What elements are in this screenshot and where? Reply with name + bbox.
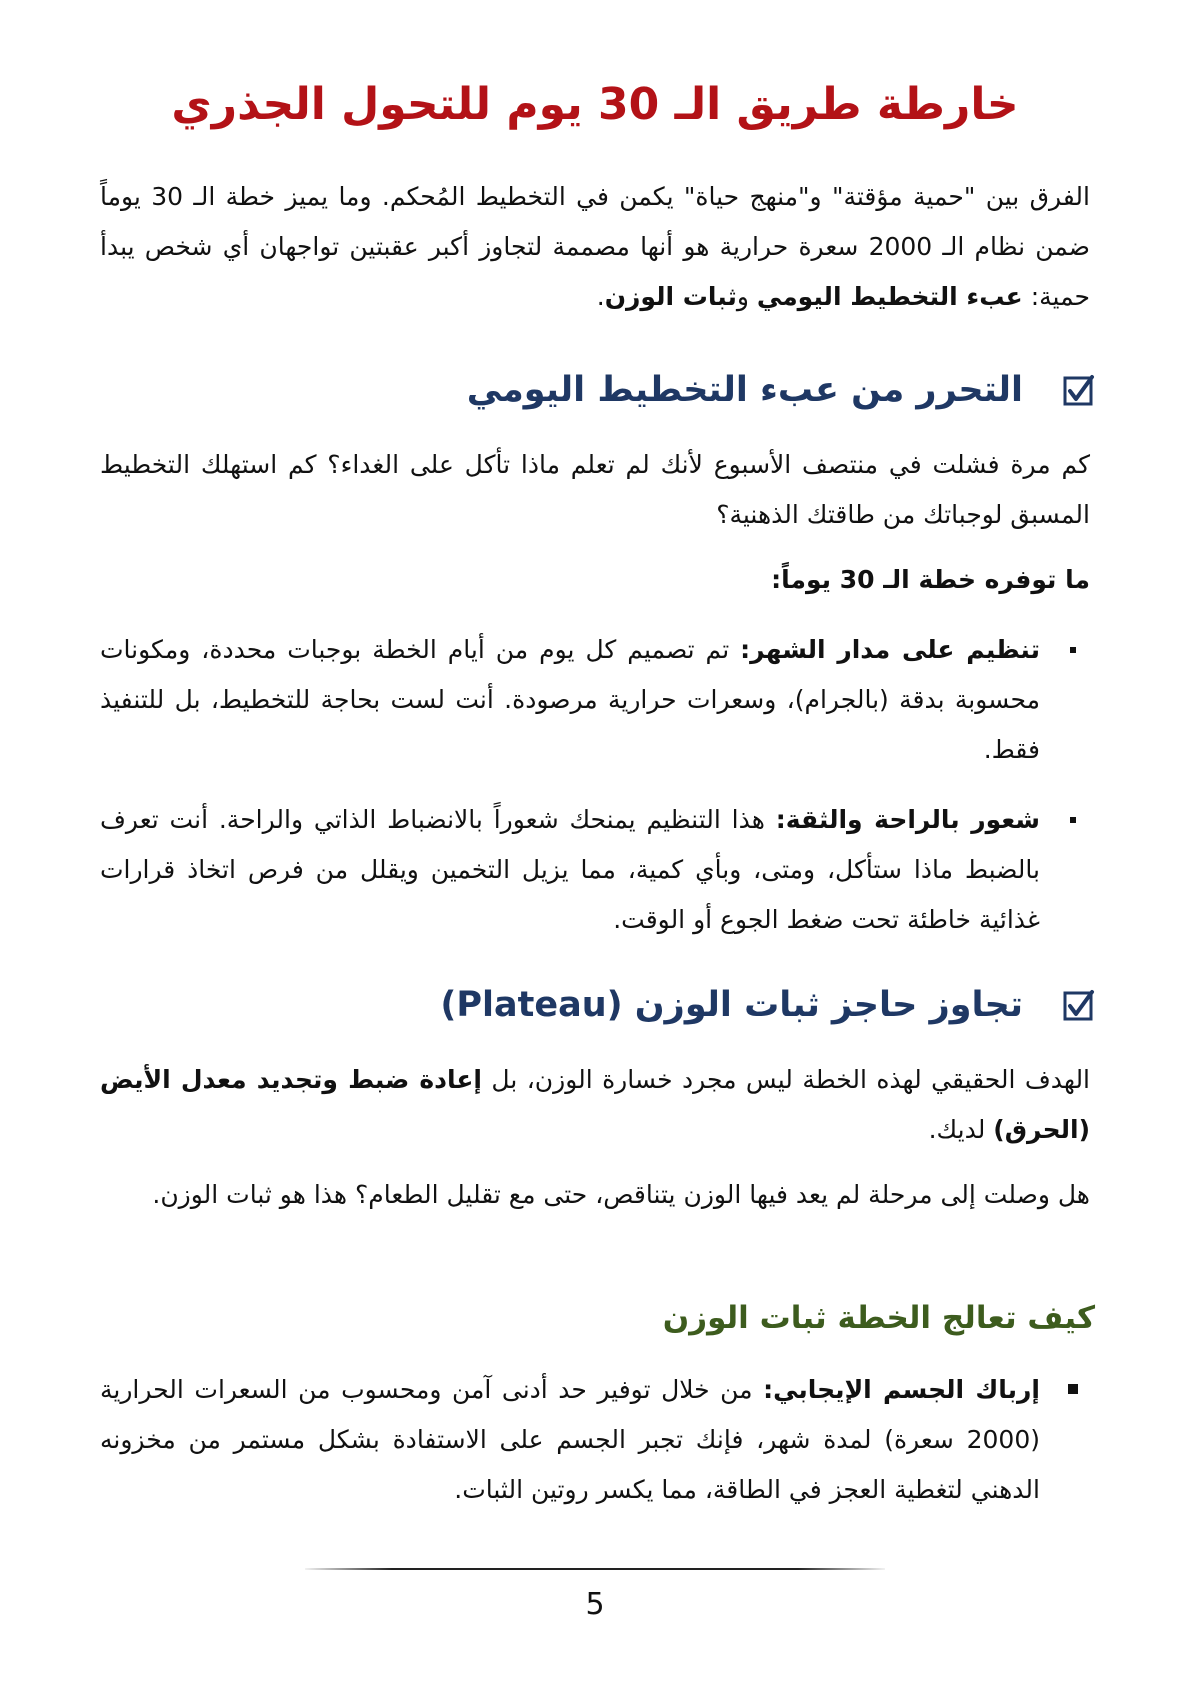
list-item xyxy=(100,625,1100,775)
intro-paragraph xyxy=(100,172,1090,322)
paragraph-end: لديك. xyxy=(928,1115,994,1144)
page-title: خارطة طريق الـ 30 يوم للتحول الجذري xyxy=(171,79,1019,130)
page-number: 5 xyxy=(585,1587,605,1622)
paragraph-text: الهدف الحقيقي لهذه الخطة ليس مجرد خسارة الوزن، بل xyxy=(482,1065,1091,1094)
section-2-paragraph-2: هل وصلت إلى مرحلة لم يعد فيها الوزن يتناقص، حتى مع تقليل الطعام؟ هذا هو ثبات الوزن. xyxy=(152,1180,1090,1209)
bullet-text: من خلال توفير حد أدنى آمن ومحسوب من السعرات الحرارية (2000 سعرة) لمدة شهر، فإنك تجبر الجسم على الاستفادة بشكل مستمر من مخزونه الدهني لتغطية العجز في الطاقة، مما يكسر روتين الثبات. xyxy=(100,1375,1040,1504)
bullet-icon xyxy=(1040,625,1100,775)
section-heading-daily-planning xyxy=(100,360,1095,420)
checkbox-checked-icon xyxy=(1063,989,1095,1021)
section-heading-plateau xyxy=(100,975,1095,1035)
intro-end: . xyxy=(596,282,605,311)
paragraph-bold: إعادة ضبط وتجديد معدل الأيض (الحرق) xyxy=(100,1065,1090,1144)
checkbox-checked-icon xyxy=(1063,374,1095,406)
bullet-label: تنظيم على مدار الشهر: xyxy=(740,635,1041,664)
bullet-icon xyxy=(1040,1365,1100,1515)
sub-heading: كيف تعالج الخطة ثبات الوزن xyxy=(662,1300,1095,1336)
intro-bold-daily-planning: عبء التخطيط اليومي xyxy=(756,282,1023,311)
bullet-icon xyxy=(1040,795,1100,945)
intro-joiner: و xyxy=(736,282,757,311)
intro-bold-weight-plateau: ثبات الوزن xyxy=(604,282,737,311)
list-item xyxy=(100,1365,1100,1515)
bullet-text: هذا التنظيم يمنحك شعوراً بالانضباط الذاتي والراحة. أنت تعرف بالضبط ماذا ستأكل، ومتى، وبأي كمية، مما يزيل التخمين ويقلل من فرص اتخاذ قرارات غذائية خاطئة تحت ضغط الجوع أو الوقت. xyxy=(100,805,1040,934)
intro-text: الفرق بين "حمية مؤقتة" و"منهج حياة" يكمن في التخطيط المُحكم. وما يميز خطة الـ 30 يوماً ضمن نظام الـ 2000 سعرة حرارية هو أنها مصممة لتجاوز أكبر عقبتين تواجهان أي شخص يبدأ حمية: xyxy=(100,182,1090,311)
bullet-label: شعور بالراحة والثقة: xyxy=(775,805,1040,834)
section-2-paragraph-1 xyxy=(100,1055,1090,1155)
section-1-paragraph: كم مرة فشلت في منتصف الأسبوع لأنك لم تعلم ماذا تأكل على الغداء؟ كم استهلك التخطيط المسبق لوجباتك من طاقتك الذهنية؟ xyxy=(100,450,1090,529)
bullet-text: تم تصميم كل يوم من أيام الخطة بوجبات محددة، ومكونات محسوبة بدقة (بالجرام)، وسعرات حرارية مرصودة. أنت لست بحاجة للتخطيط، بل للتنفيذ فقط. xyxy=(100,635,1040,764)
footer-divider xyxy=(305,1568,885,1570)
list-item xyxy=(100,795,1100,945)
list-title: ما توفره خطة الـ 30 يوماً: xyxy=(771,565,1090,594)
section-heading-text: تجاوز حاجز ثبات الوزن (Plateau) xyxy=(440,985,1023,1025)
section-heading-text: التحرر من عبء التخطيط اليومي xyxy=(466,370,1023,410)
bullet-label: إرباك الجسم الإيجابي: xyxy=(763,1375,1040,1404)
